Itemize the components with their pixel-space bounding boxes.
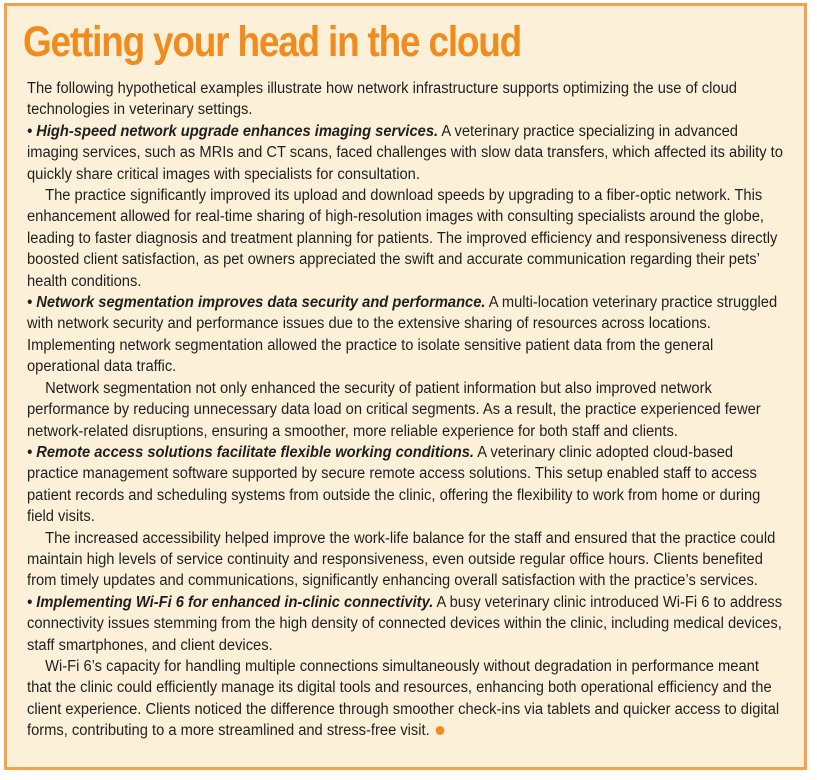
intro-paragraph: The following hypothetical examples illustrate how network infrastructure supports optimizing the use of cloud technologies in veterinary settings. [27, 80, 737, 119]
body-text [27, 78, 784, 742]
box-title: Getting your head in the cloud [23, 18, 522, 66]
example-lead-2 [27, 294, 485, 311]
bullet-2: • [27, 294, 33, 312]
example-paragraph-3 [27, 442, 784, 528]
example-followup-4 [27, 656, 784, 742]
example-text-2: A multi-location veterinary practice struggled with network security and performance issues due to the extensive sharing of resources across locations. Implementing network segmentation allowed the practice to isolate sensitive patient data from the general operational data traffic. [27, 294, 778, 376]
example-paragraph-4 [27, 592, 784, 656]
example-paragraph-2 [27, 292, 784, 378]
example-lead-text-4: Implementing Wi-Fi 6 for enhanced in-clinic connectivity. [36, 593, 434, 611]
example-followup-text-4: Wi-Fi 6’s capacity for handling multiple connections simultaneously without degradation in performance meant that the clinic could efficiently manage its digital tools and resources, enhancing both operational efficiency and the client experience. Clients noticed the difference through smoother check-ins via tablets and quicker access to digital forms, contributing to a more streamlined and stress-free visit. [27, 657, 780, 740]
example-lead-3 [27, 444, 474, 461]
end-mark-dot [435, 726, 444, 735]
example-text-1: A veterinary practice specializing in advanced imaging services, such as MRIs and CT scans, faced challenges with slow data transfers, which affected its ability to quickly share critical images with specialists for consultation. [27, 122, 783, 183]
example-lead-text-1: High-speed network upgrade enhances imaging services. [36, 122, 439, 140]
bullet-1: • [27, 122, 33, 140]
example-lead-1 [27, 123, 438, 140]
example-text-3: A veterinary clinic adopted cloud-based practice management software supported by secure remote access solutions. This setup enabled staff to access patient records and scheduling systems from outside the clinic, offering the flexibility to work from home or during field visits. [27, 443, 761, 526]
example-lead-text-3: Remote access solutions facilitate flexible working conditions. [36, 443, 475, 461]
example-followup-2: Network segmentation not only enhanced the security of patient information but also improved network performance by reducing unnecessary data load on critical segments. As a result, the practice experienced fewer network-related disruptions, ensuring a smoother, more reliable experience for both staff and clients. [27, 379, 761, 440]
example-lead-text-2: Network segmentation improves data security and performance. [36, 294, 486, 312]
example-followup-3: The increased accessibility helped improve the work-life balance for the staff and ensured that the practice could maintain high levels of service continuity and responsiveness, even outside regular office hours. Clients benefited from timely updates and communications, significantly enhancing overall satisfaction with the practice’s services. [27, 529, 776, 590]
example-lead-4 [27, 594, 433, 611]
example-text-4: A busy veterinary clinic introduced Wi-Fi 6 to address connectivity issues stemming from the high density of connected devices within the clinic, including medical devices, staff smartphones, and client devices. [27, 593, 783, 654]
bullet-4: • [27, 593, 33, 611]
bullet-3: • [27, 443, 33, 461]
example-paragraph-1 [27, 121, 784, 185]
example-followup-1: The practice significantly improved its upload and download speeds by upgrading to a fiber-optic network. This enhancement allowed for real-time sharing of high-resolution images with consulting specialists around the globe, leading to faster diagnosis and treatment planning for patients. The improved efficiency and responsiveness directly boosted client satisfaction, as pet owners appreciated the swift and accurate communication regarding their pets’ health conditions. [27, 187, 778, 290]
